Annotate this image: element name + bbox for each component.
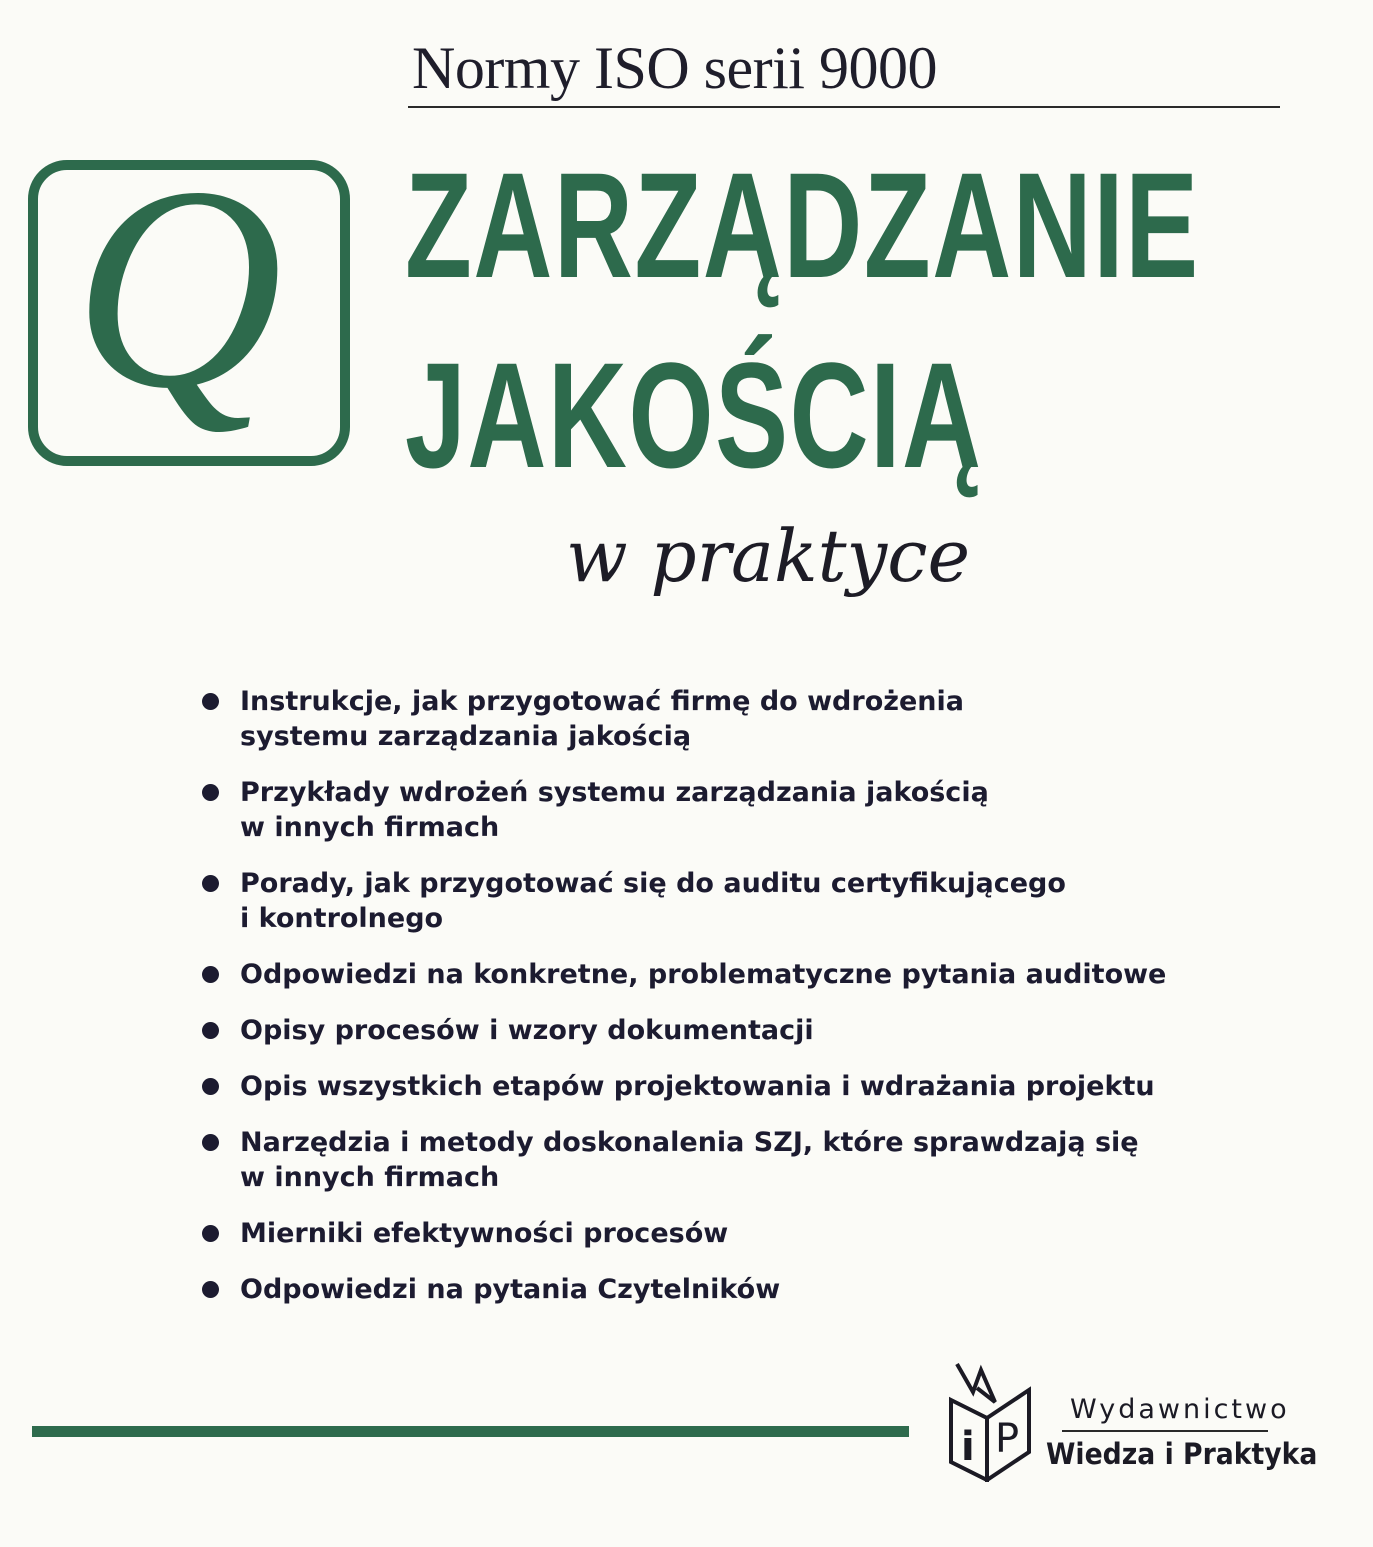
bullet-icon xyxy=(202,875,219,892)
feature-text: Instrukcje, jak przygotować firmę do wdrożenia xyxy=(240,686,964,717)
bullet-icon xyxy=(202,1134,219,1151)
series-underline xyxy=(408,106,1280,108)
green-divider-bar xyxy=(32,1426,909,1437)
title-line-2: JAKOŚCIĄ xyxy=(405,331,983,499)
feature-text: Odpowiedzi na konkretne, problematyczne pytania auditowe xyxy=(240,959,1167,990)
bullet-icon xyxy=(202,784,219,801)
bullet-icon xyxy=(202,1022,219,1039)
subtitle: w praktyce xyxy=(566,514,971,598)
q-logo-icon xyxy=(28,160,350,466)
feature-list xyxy=(198,684,1198,1328)
publisher-name: Wiedza i Praktyka xyxy=(1046,1437,1318,1471)
feature-item xyxy=(198,1013,1198,1048)
series-title: Normy ISO serii 9000 xyxy=(412,35,937,101)
bullet-icon xyxy=(202,1225,219,1242)
svg-text:Q: Q xyxy=(73,160,283,448)
publisher-rule xyxy=(1062,1430,1268,1432)
feature-text-cont: i kontrolnego xyxy=(240,903,444,934)
feature-item xyxy=(198,1125,1198,1195)
feature-text-cont: w innych firmach xyxy=(240,1162,500,1193)
feature-text: Odpowiedzi na pytania Czytelników xyxy=(240,1274,781,1305)
feature-text: Mierniki efektywności procesów xyxy=(240,1218,729,1249)
feature-text: Opisy procesów i wzory dokumentacji xyxy=(240,1015,814,1046)
feature-text: Narzędzia i metody doskonalenia SZJ, które sprawdzają się xyxy=(240,1127,1139,1158)
bullet-icon xyxy=(202,1281,219,1298)
feature-item xyxy=(198,1272,1198,1307)
feature-text-cont: w innych firmach xyxy=(240,812,500,843)
feature-item xyxy=(198,866,1198,936)
feature-item xyxy=(198,1069,1198,1104)
bullet-icon xyxy=(202,966,219,983)
svg-text:P: P xyxy=(995,1416,1020,1462)
bullet-icon xyxy=(202,1078,219,1095)
svg-text:i: i xyxy=(961,1424,975,1470)
feature-item xyxy=(198,957,1198,992)
title-line-1: ZARZĄDZANIE xyxy=(405,141,1200,309)
publisher-label: Wydawnictwo xyxy=(1070,1394,1290,1425)
feature-text: Opis wszystkich etapów projektowania i wdrażania projektu xyxy=(240,1071,1155,1102)
feature-item xyxy=(198,1216,1198,1251)
feature-text: Porady, jak przygotować się do auditu certyfikującego xyxy=(240,868,1066,899)
feature-text: Przykłady wdrożeń systemu zarządzania jakością xyxy=(240,777,989,808)
feature-item xyxy=(198,775,1198,845)
bullet-icon xyxy=(202,693,219,710)
feature-text-cont: systemu zarządzania jakością xyxy=(240,721,692,752)
feature-item xyxy=(198,684,1198,754)
publisher-book-logo-icon xyxy=(943,1360,1035,1482)
